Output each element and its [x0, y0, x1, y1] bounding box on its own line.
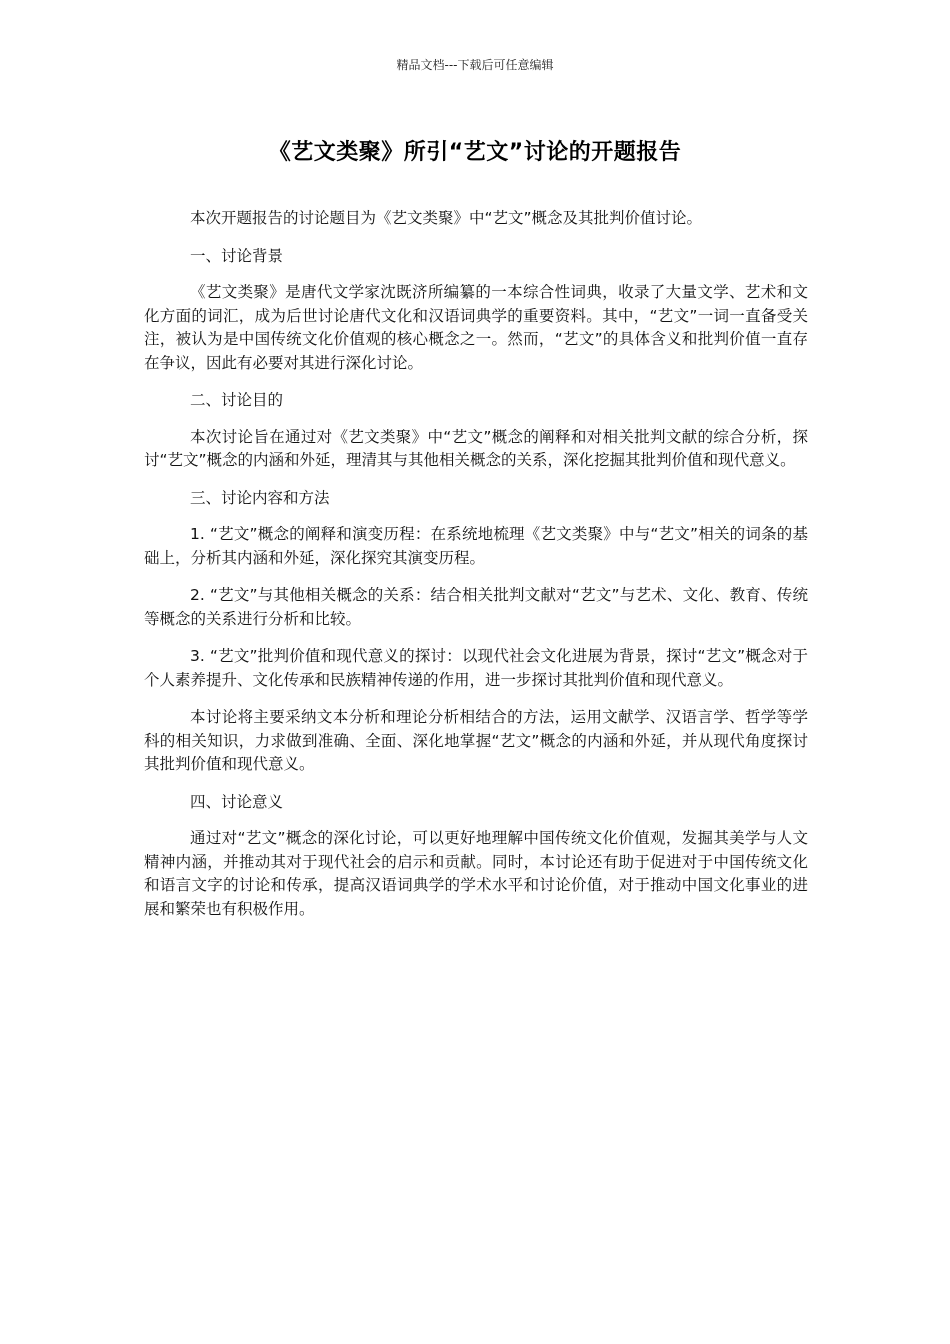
content-item-1: 1. “艺文”概念的阐释和演变历程：在系统地梳理《艺文类聚》中与“艺文”相关的词条的基础上，分析其内涵和外延，深化探究其演变历程。: [144, 525, 808, 567]
content-item-2: 2. “艺文”与其他相关概念的关系：结合相关批判文献对“艺文”与艺术、文化、教育、传统等概念的关系进行分析和比较。: [144, 586, 808, 628]
document-title: 《艺文类聚》所引“艺文”讨论的开题报告: [268, 140, 682, 165]
header-note: 精品文档---下载后可任意编辑: [396, 58, 554, 72]
intro-paragraph: 本次开题报告的讨论题目为《艺文类聚》中“艺文”概念及其批判价值讨论。: [190, 209, 703, 227]
section-heading-content-method: 三、讨论内容和方法: [190, 488, 330, 507]
section-heading-background: 一、讨论背景: [190, 246, 284, 265]
significance-paragraph: 通过对“艺文”概念的深化讨论，可以更好地理解中国传统文化价值观，发掘其美学与人文精神内涵，并推动其对于现代社会的启示和贡献。同时，本讨论还有助于促进对于中国传统文化和语言文字的讨论和传承，提高汉语词典学的学术水平和讨论价值，对于推动中国文化事业的进展和繁荣也有积极作用。: [144, 829, 808, 918]
purpose-paragraph: 本次讨论旨在通过对《艺文类聚》中“艺文”概念的阐释和对相关批判文献的综合分析，探讨“艺文”概念的内涵和外延，理清其与其他相关概念的关系，深化挖掘其批判价值和现代意义。: [144, 427, 808, 469]
method-paragraph: 本讨论将主要采纳文本分析和理论分析相结合的方法，运用文献学、汉语言学、哲学等学科的相关知识，力求做到准确、全面、深化地掌握“艺文”概念的内涵和外延，并从现代角度探讨其批判价值和现代意义。: [144, 708, 808, 773]
section-heading-significance: 四、讨论意义: [190, 792, 284, 811]
document-body: [144, 207, 808, 935]
background-paragraph: 《艺文类聚》是唐代文学家沈既济所编纂的一本综合性词典，收录了大量文学、艺术和文化方面的词汇，成为后世讨论唐代文化和汉语词典学的重要资料。其中，“艺文”一词一直备受关注，被认为是中国传统文化价值观的核心概念之一。然而，“艺文”的具体含义和批判价值一直存在争议，因此有必要对其进行深化讨论。: [144, 283, 808, 372]
section-heading-purpose: 二、讨论目的: [190, 391, 284, 409]
content-item-3: 3. “艺文”批判价值和现代意义的探讨：以现代社会文化进展为背景，探讨“艺文”概念对于个人素养提升、文化传承和民族精神传递的作用，进一步探讨其批判价值和现代意义。: [144, 647, 808, 689]
